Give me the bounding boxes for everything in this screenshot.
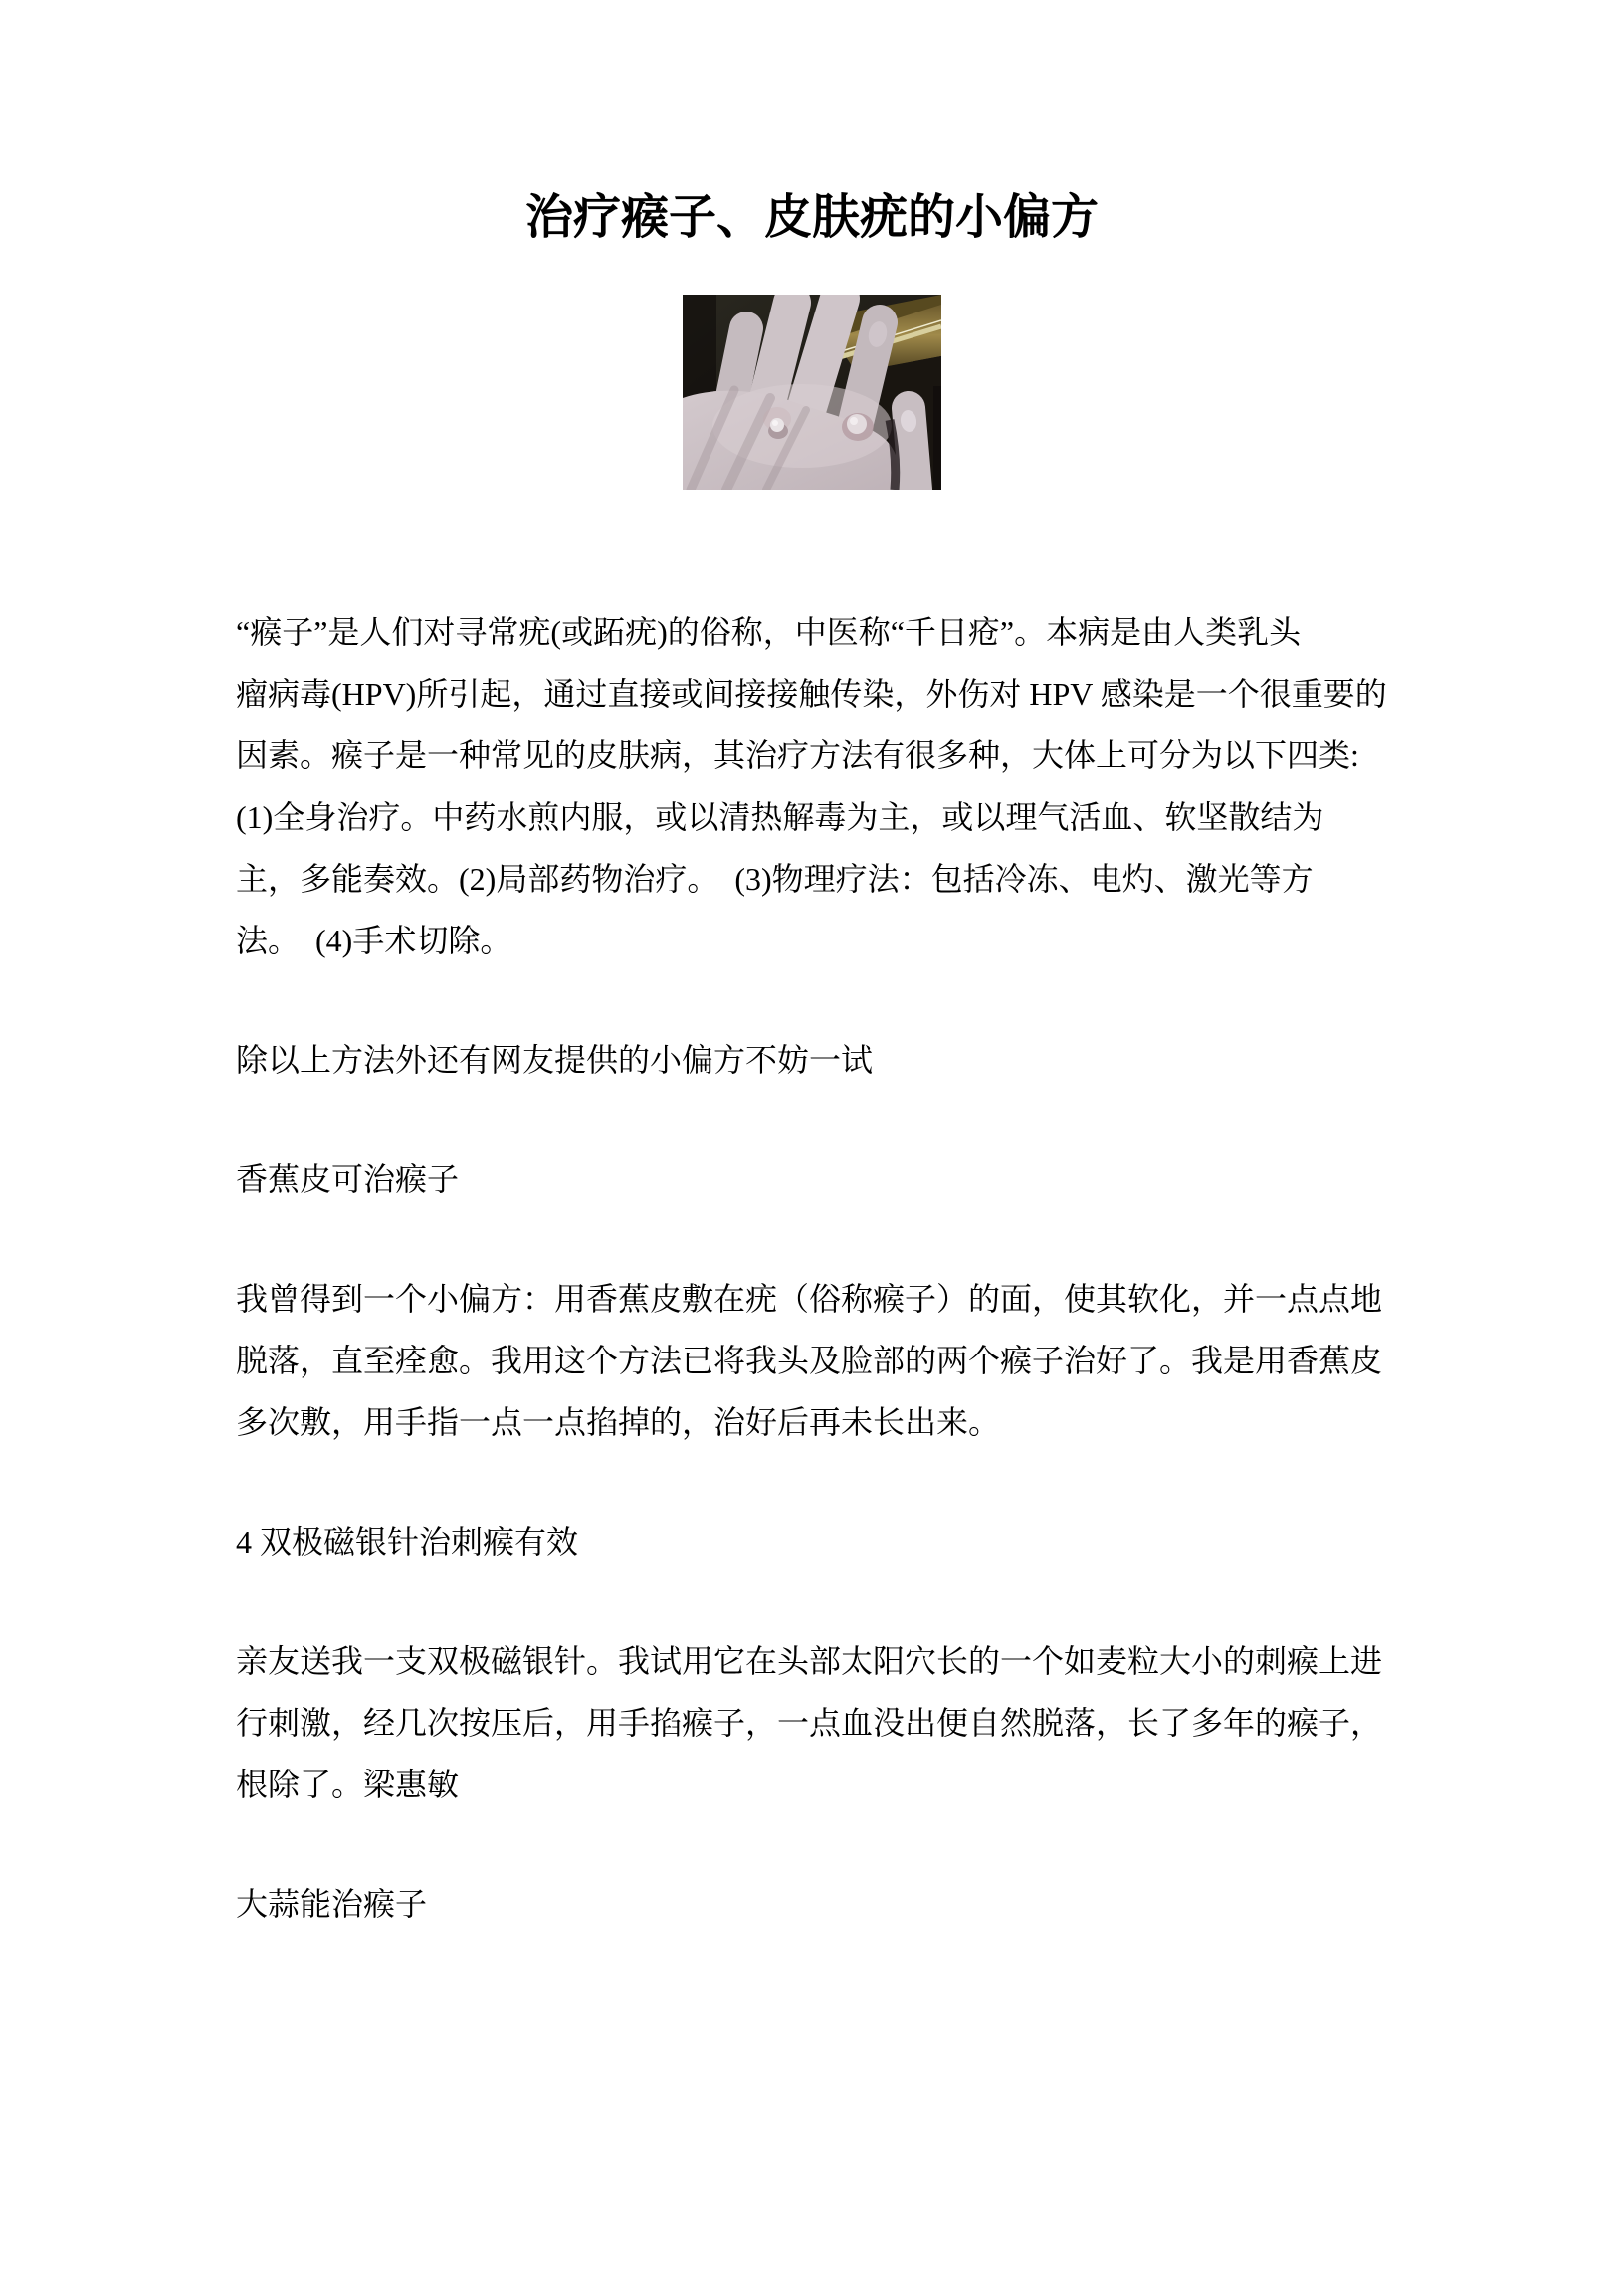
- paragraph: [236, 1148, 1400, 1210]
- photo-right-edge: [933, 386, 941, 490]
- document-body: [236, 601, 1400, 1935]
- text-line: 大蒜能治瘊子: [236, 1886, 428, 1922]
- text-line: 瘤病毒(HPV)所引起，通过直接或间接接触传染，外伤对 HPV 感染是一个很重要的: [236, 676, 1387, 712]
- hand-warts-photo: [683, 295, 941, 490]
- document-title: 治疗瘊子、皮肤疣的小偏方: [524, 191, 1099, 244]
- text-line: 4 双极磁银针治刺瘊有效: [236, 1524, 579, 1560]
- large-wart: [842, 413, 874, 441]
- paragraph: [236, 601, 1400, 971]
- text-line: 因素。瘊子是一种常见的皮肤病，其治疗方法有很多种，大体上可分为以下四类:: [236, 737, 1359, 773]
- text-line: 根除了。梁惠敏: [236, 1767, 460, 1802]
- paragraph: [236, 1029, 1400, 1091]
- paragraph: [236, 1630, 1400, 1815]
- text-line: “瘊子”是人们对寻常疣(或跖疣)的俗称，中医称“千日疮”。本病是由人类乳头: [236, 614, 1302, 650]
- text-line: 香蕉皮可治瘊子: [236, 1161, 460, 1197]
- text-line: 行刺激，经几次按压后，用手掐瘊子，一点血没出便自然脱落，长了多年的瘊子，: [236, 1705, 1383, 1741]
- text-line: 主，多能奏效。(2)局部药物治疗。 (3)物理疗法：包括冷冻、电灼、激光等方: [236, 861, 1314, 897]
- text-line: 除以上方法外还有网友提供的小偏方不妨一试: [236, 1042, 874, 1078]
- text-line: 亲友送我一支双极磁银针。我试用它在头部太阳穴长的一个如麦粒大小的刺瘊上进: [236, 1643, 1383, 1679]
- text-line: 法。 (4)手术切除。: [236, 923, 512, 958]
- paragraph: [236, 1873, 1400, 1935]
- paragraph: [236, 1511, 1400, 1572]
- text-line: 我曾得到一个小偏方：用香蕉皮敷在疣（俗称瘊子）的面，使其软化，并一点点地: [236, 1281, 1383, 1317]
- paragraph: [236, 1268, 1400, 1453]
- text-line: 多次敷，用手指一点一点掐掉的，治好后再未长出来。: [236, 1404, 1001, 1440]
- document-page: [0, 189, 1624, 2291]
- photo-container: [0, 295, 1624, 490]
- text-line: 脱落，直至痊愈。我用这个方法已将我头及脸部的两个瘊子治好了。我是用香蕉皮: [236, 1343, 1383, 1378]
- text-line: (1)全身治疗。中药水煎内服，或以清热解毒为主，或以理气活血、软坚散结为: [236, 799, 1324, 835]
